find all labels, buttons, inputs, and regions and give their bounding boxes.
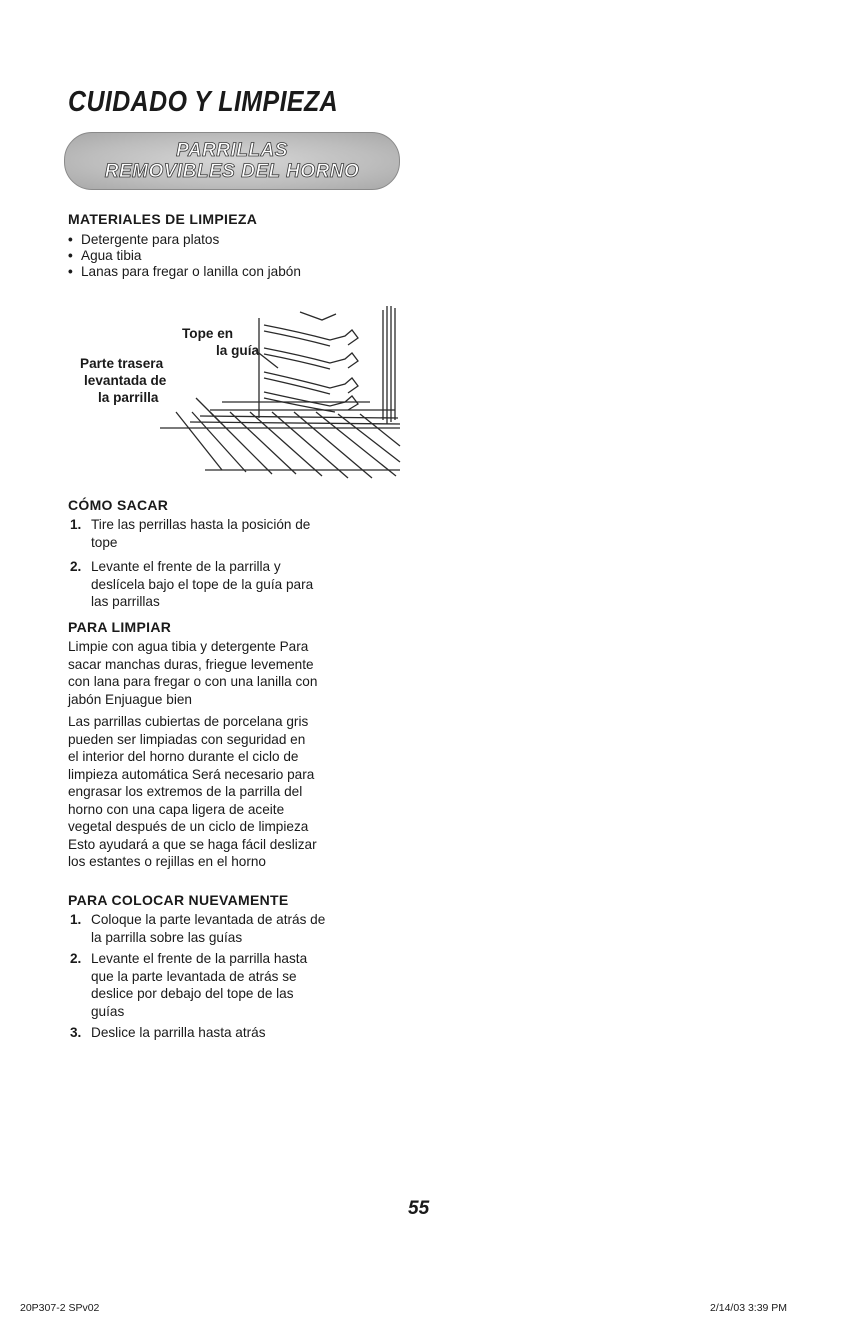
list-item: • Detergente para platos [68, 232, 220, 247]
como-sacar-heading: CÓMO SACAR [68, 497, 169, 513]
list-item: • Lanas para fregar o lanilla con jabón [68, 264, 301, 279]
paragraph: Las parrillas cubiertas de porcelana gris pueden ser limpiadas con seguridad en el interior del horno durante el ciclo de limpieza automática Será necesario para engrasar los extremos de la parrilla del horno con una capa ligera de aceite vegetal después de un ciclo de limpieza Esto ayudará a que se haga fácil deslizar los estantes o rejillas en el horno [68, 714, 317, 869]
label-parte-trasera: Parte trasera [80, 356, 164, 371]
paragraph: Limpie con agua tibia y detergente Para sacar manchas duras, friegue levemente con lana para fregar o con una lanilla con jabón Enjuague bien [68, 639, 318, 707]
page-number: 55 [408, 1198, 430, 1219]
footer-timestamp: 2/14/03 3:39 PM [710, 1302, 788, 1314]
banner-line-2: REMOVIBLES DEL HORNO [104, 161, 360, 182]
para-limpiar-heading: PARA LIMPIAR [68, 619, 172, 635]
list-item: • Agua tibia [68, 248, 142, 263]
label-tope-en: Tope en [182, 326, 234, 341]
label-la-guia: la guía [216, 343, 260, 358]
page-title: CUIDADO Y LIMPIEZA [68, 86, 339, 118]
materials-heading: MATERIALES DE LIMPIEZA [68, 211, 258, 227]
rack-illustration [0, 0, 862, 500]
list-item: 1. Tire las perrillas hasta la posición de tope [70, 517, 311, 550]
list-item: 1. Coloque la parte levantada de atrás de la parrilla sobre las guías [70, 912, 326, 945]
label-levantada-de: levantada de [84, 373, 167, 388]
footer-doc-code: 20P307-2 SPv02 [20, 1302, 100, 1314]
label-la-parrilla: la parrilla [98, 390, 159, 405]
banner-line-1: PARRILLAS [176, 140, 288, 161]
list-item: 3. Deslice la parrilla hasta atrás [70, 1025, 266, 1040]
list-item: 2. Levante el frente de la parrilla hasta que la parte levantada de atrás se deslice por debajo del tope de las guías [70, 951, 308, 1019]
para-colocar-heading: PARA COLOCAR NUEVAMENTE [68, 892, 289, 908]
list-item: 2. Levante el frente de la parrilla y deslícela bajo el tope de la guía para las parrillas [70, 559, 314, 609]
